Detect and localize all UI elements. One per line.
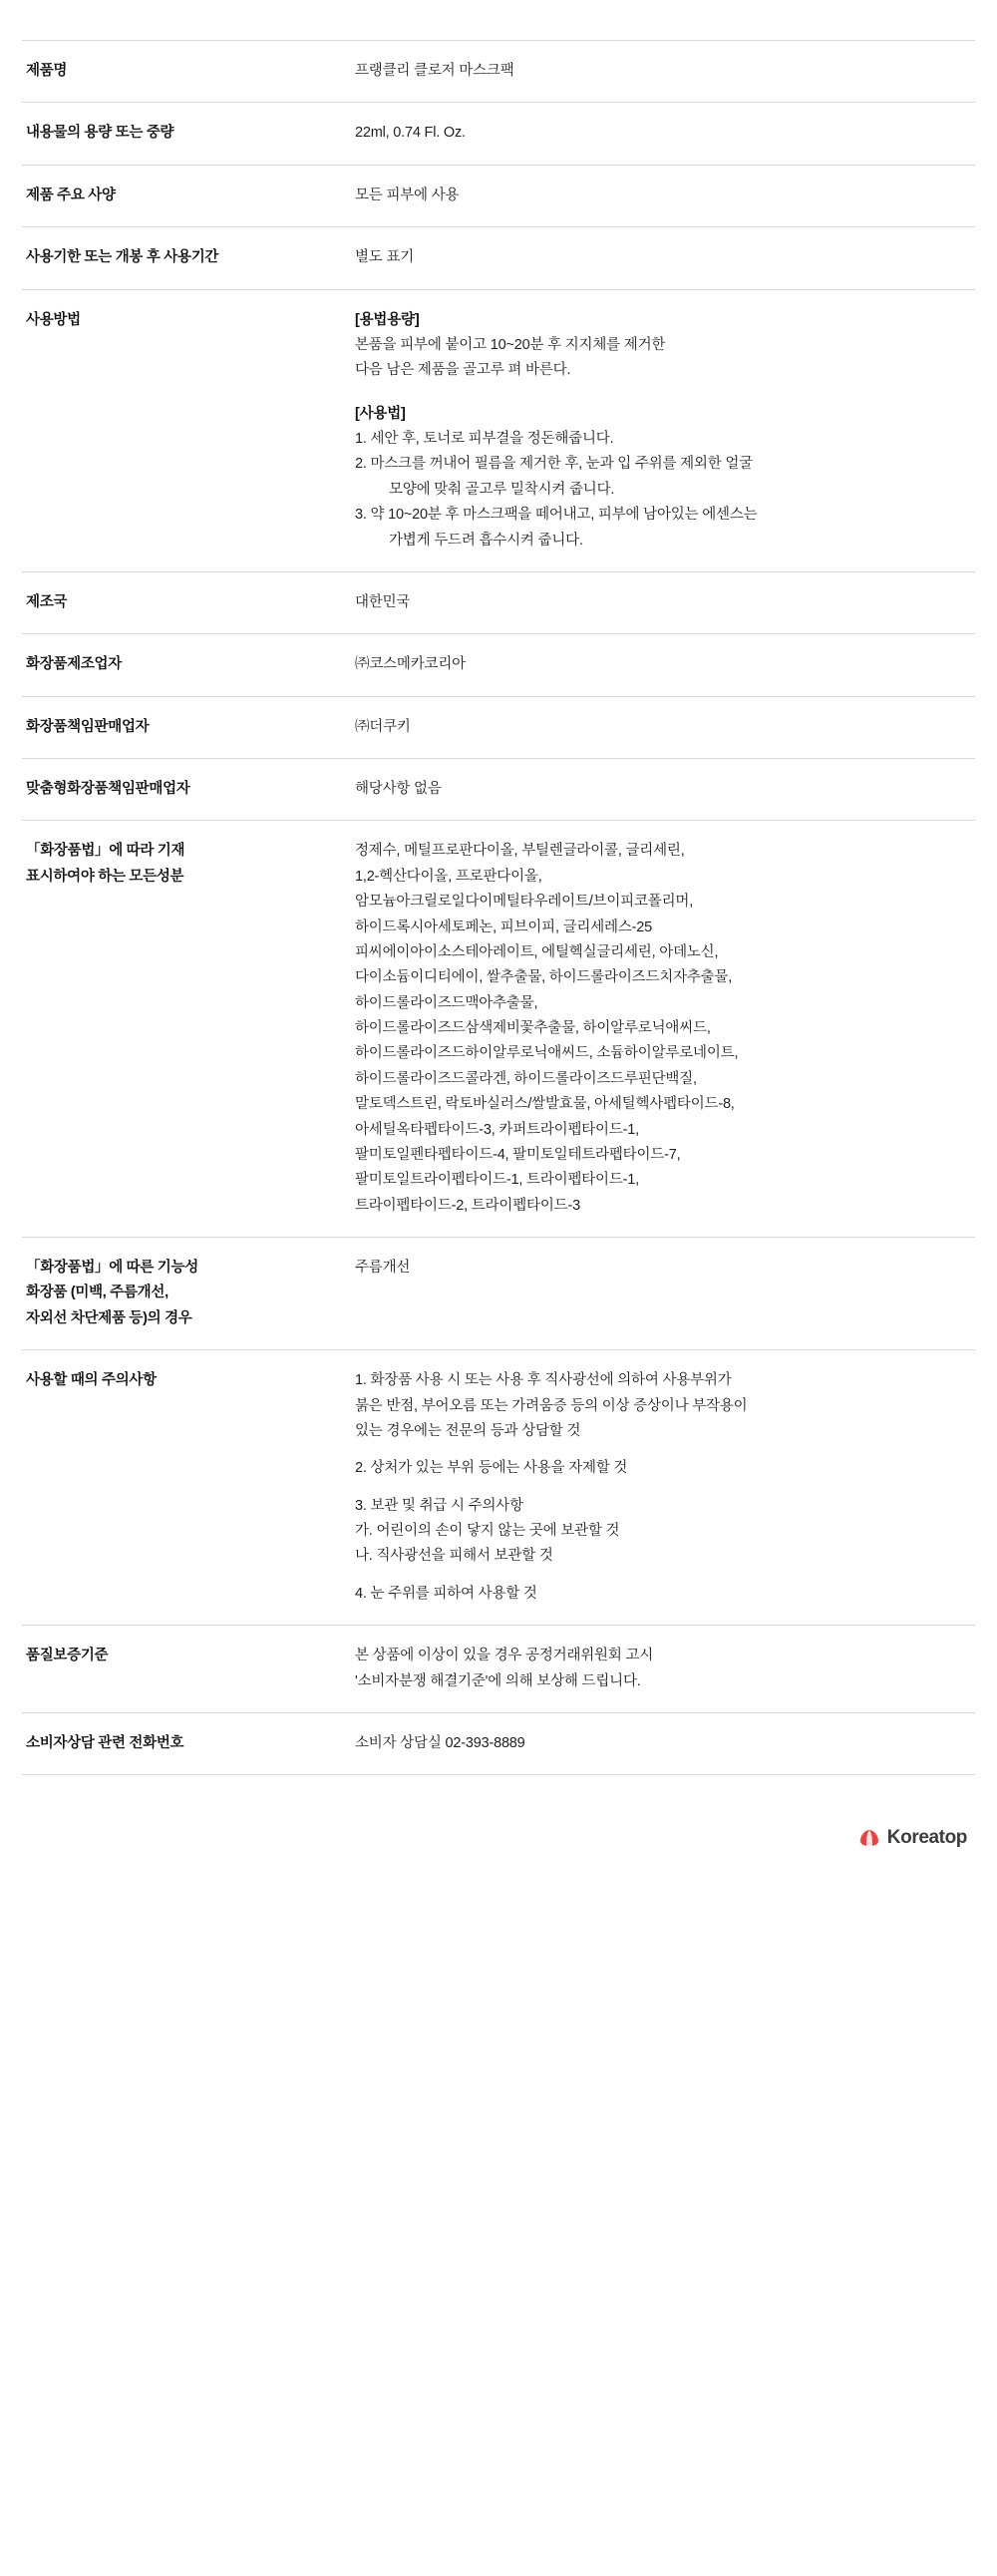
brand-name: Koreatop bbox=[886, 1827, 967, 1849]
row-label: 사용기한 또는 개봉 후 사용기간 bbox=[26, 249, 219, 266]
row-value: ㈜더쿠키 bbox=[355, 718, 411, 735]
spacer bbox=[355, 1482, 971, 1494]
row-label: 「화장품법」에 따라 기재 표시하여야 하는 모든성분 bbox=[26, 843, 185, 885]
table-row bbox=[22, 227, 975, 289]
product-spec-table bbox=[22, 40, 975, 1774]
table-row bbox=[22, 165, 975, 226]
table-row bbox=[22, 1712, 975, 1774]
page-footer bbox=[22, 1775, 975, 1895]
table-row-functional bbox=[22, 1238, 975, 1350]
row-value: 별도 표기 bbox=[355, 249, 415, 266]
row-value: 본 상품에 이상이 있을 경우 공정거래위원회 고시 '소비자분쟁 해결기준'에 의해 보상해 드립니다. bbox=[355, 1648, 654, 1689]
row-label: 내용물의 용량 또는 중량 bbox=[26, 125, 174, 142]
row-label: 화장품제조업자 bbox=[26, 656, 122, 673]
row-value: 모든 피부에 사용 bbox=[355, 186, 460, 203]
row-value: 22ml, 0.74 Fl. Oz. bbox=[355, 125, 466, 142]
spacer bbox=[355, 384, 971, 402]
table-row-precautions bbox=[22, 1350, 975, 1626]
table-row-ingredients bbox=[22, 821, 975, 1238]
table-row bbox=[22, 571, 975, 633]
row-value: [용법용량] 본품을 피부에 붙이고 10~20분 후 지지체를 제거한 다음 남은 제품을 골고루 펴 바른다. [사용법] 1. 세안 후, 토너로 피부결을 정돈해줍니다. 2. 마스크를 꺼내어 필름을 제거한 후, 눈과 입 주위를 제외한 얼굴 모양에 맞춰 골고루 밀착시켜 줍니다. 3. 약 10~20분 후 마스크팩을 떼어내고, 피부에 남아있는 에센스는 가볍게 두드려 흡수시켜 줍니다. bbox=[351, 289, 975, 571]
row-value: 소비자 상담실 02-393-8889 bbox=[355, 1734, 525, 1751]
table-row bbox=[22, 759, 975, 821]
row-label: 제품 주요 사양 bbox=[26, 186, 116, 203]
spacer bbox=[355, 1570, 971, 1582]
row-label: 소비자상담 관련 전화번호 bbox=[26, 1734, 184, 1751]
row-value: 프랭클리 클로저 마스크팩 bbox=[355, 63, 514, 79]
row-label: 제조국 bbox=[26, 593, 68, 610]
row-label: 품질보증기준 bbox=[26, 1648, 109, 1664]
row-label: 「화장품법」에 따른 기능성 화장품 (미백, 주름개선, 자외선 차단제품 등)의 경우 bbox=[26, 1260, 198, 1326]
row-label: 사용방법 bbox=[26, 311, 81, 328]
row-value: 해당사항 없음 bbox=[355, 781, 442, 797]
table-row bbox=[22, 41, 975, 103]
row-label: 맞춤형화장품책임판매업자 bbox=[26, 781, 190, 797]
row-label: 사용할 때의 주의사항 bbox=[26, 1372, 157, 1389]
table-row-usage bbox=[22, 289, 975, 571]
spacer bbox=[355, 1444, 971, 1456]
row-value-ingredients: 정제수, 메틸프로판다이올, 부틸렌글라이콜, 글리세린, 1,2-헥산다이올, 프로판다이올, 암모늄아크릴로일다이메틸타우레이트/브이피코폴리머, 하이드록시아세토페논, 피브이피, 글리세레스-25 피씨에이아이소스테아레이트, 에틸헥실글리세린, 아데노신, 다이소듐이디티에이, 쌀추출물, 하이드롤라이즈드치자추출물, 하이드롤라이즈드맥아추출물, 하이드롤라이즈드삼색제비꽃추출물, 하이알루로닉애씨드, 하이드롤라이즈드하이알루로닉애씨드, 소듐하이알루로네이트, 하이드롤라이즈드콜라겐, 하이드롤라이즈드루핀단백질, 말토덱스트린, 락토바실러스/쌀발효물, 아세틸헥사펩타이드-8, 아세틸옥타펩타이드-3, 카퍼트라이펩타이드-1, 팔미토일펜타펩타이드-4, 팔미토일테트라펩타이드-7, 팔미토일트라이펩타이드-1, 트라이펩타이드-1, 트라이펩타이드-2, 트라이펩타이드-3 bbox=[355, 843, 739, 1214]
row-value: 주름개선 bbox=[355, 1260, 411, 1276]
table-row bbox=[22, 103, 975, 165]
row-label: 화장품책임판매업자 bbox=[26, 718, 150, 735]
table-row bbox=[22, 634, 975, 696]
row-value: 대한민국 bbox=[355, 593, 411, 610]
brand-logo bbox=[858, 1827, 967, 1849]
row-value: ㈜코스메카코리아 bbox=[355, 656, 466, 673]
table-row bbox=[22, 696, 975, 758]
koreatop-logo-icon bbox=[858, 1827, 880, 1849]
row-value-precautions: 1. 화장품 사용 시 또는 사용 후 직사광선에 의하여 사용부위가 붉은 반점, 부어오름 또는 가려움증 등의 이상 증상이나 부작용이 있는 경우에는 전문의 등과 상담할 것 2. 상처가 있는 부위 등에는 사용을 자제할 것 3. 보관 및 취급 시 주의사항 가. 어린이의 손이 닿지 않는 곳에 보관할 것 나. 직사광선을 피해서 보관할 것 4. 눈 주위를 피하여 사용할 것 bbox=[351, 1350, 975, 1626]
row-label: 제품명 bbox=[26, 63, 68, 79]
table-row bbox=[22, 1626, 975, 1713]
spec-table-body bbox=[22, 41, 975, 1775]
